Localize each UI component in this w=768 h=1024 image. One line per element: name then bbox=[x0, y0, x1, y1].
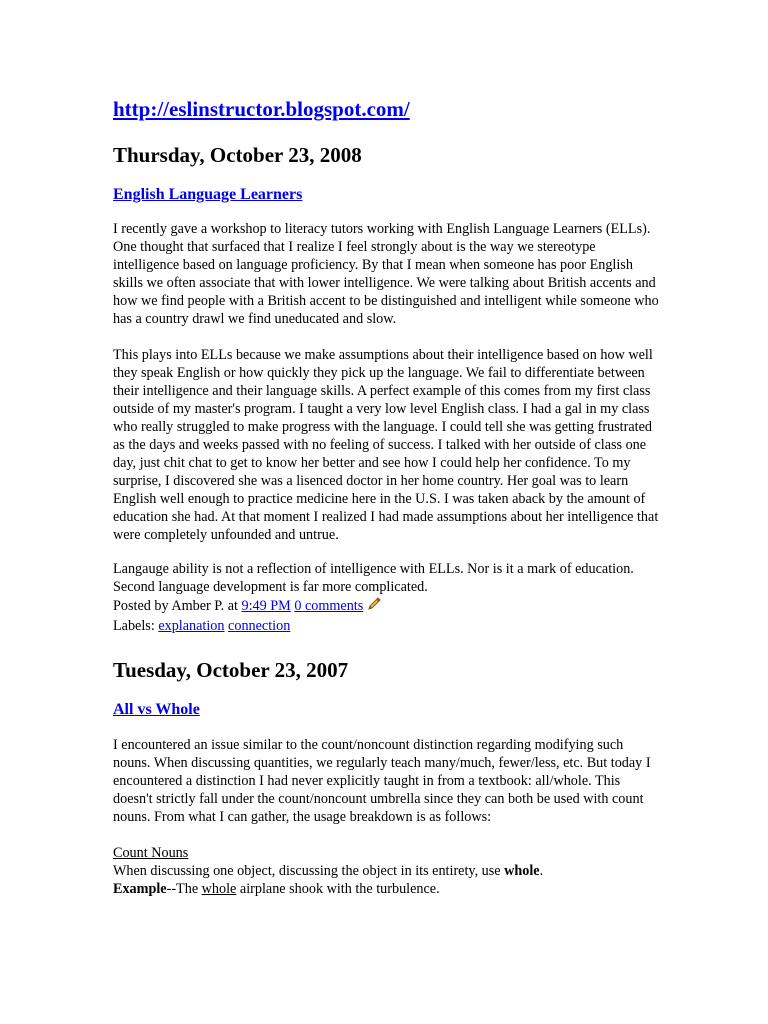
post-paragraph: Langauge ability is not a reflection of intelligence with ELLs. Nor is it a mark of education. Second language development is far more complicated. bbox=[113, 561, 634, 595]
post-footer-byline bbox=[113, 596, 661, 617]
section-heading-count-nouns: Count Nouns bbox=[113, 845, 189, 861]
blog-content bbox=[113, 96, 661, 898]
post-paragraph: I encountered an issue similar to the count/noncount distinction regarding modifying such nouns. When discussing quantities, we regularly teach many/much, fewer/less, etc. But today I encountered a distinction I had never explicitly taught in from a textbook: all/whole. This doesn't strictly fall under the count/noncount umbrella since they can both be used with count nouns. From what I can gather, the usage breakdown is as follows: bbox=[113, 737, 651, 825]
post-paragraph: I recently gave a workshop to literacy tutors working with English Language Learners (ELLs). One thought that surfaced that I realize I feel strongly about is the way we stereotype intelligence based on language proficiency. By that I mean when someone has poor English skills we often associate that with lower intelligence. We were talking about British accents and how we find people with a British accent to be distinguished and intelligent while someone who has a country drawl we find uneducated and slow. bbox=[113, 221, 659, 327]
example-line bbox=[113, 880, 661, 898]
edit-pencil-icon[interactable] bbox=[366, 596, 382, 617]
post-date-header: Tuesday, October 23, 2007 bbox=[113, 658, 349, 682]
example-label: Example bbox=[113, 881, 167, 897]
example-dash: --The bbox=[166, 881, 202, 897]
example-rest: airplane shook with the turbulence. bbox=[236, 881, 440, 897]
rule-word: whole bbox=[504, 863, 540, 879]
rule-end: . bbox=[539, 863, 544, 879]
example-word: whole bbox=[201, 881, 237, 897]
post-title-link[interactable]: English Language Learners bbox=[113, 186, 303, 203]
rule-text: When discussing one object, discussing the object in its entirety, use bbox=[113, 863, 501, 879]
labels-prefix: Labels: bbox=[113, 618, 155, 634]
post-footer-labels bbox=[113, 617, 661, 635]
label-link-connection[interactable]: connection bbox=[228, 618, 291, 634]
label-link-explanation[interactable]: explanation bbox=[158, 618, 225, 634]
rule-line bbox=[113, 862, 661, 880]
posted-by-text: Posted by Amber P. at bbox=[113, 598, 238, 614]
blog-url-link[interactable]: http://eslinstructor.blogspot.com/ bbox=[113, 97, 410, 121]
post-title-link[interactable]: All vs Whole bbox=[113, 701, 200, 718]
post-date-header: Thursday, October 23, 2008 bbox=[113, 143, 362, 167]
post-time-link[interactable]: 9:49 PM bbox=[241, 598, 291, 614]
comments-link[interactable]: 0 comments bbox=[294, 598, 364, 614]
post-paragraph: This plays into ELLs because we make assumptions about their intelligence based on how well they speak English or how quickly they pick up the language. We fail to differentiate between their intelligence and their language skills. A perfect example of this comes from my first class outside of my master's program. I taught a very low level English class. I had a gal in my class who really struggled to make progress with the language. I could tell she was getting frustrated as the days and weeks passed with no feeling of success. I talked with her outside of class one day, just chit chat to get to know her better and see how I could help her confidence. To my surprise, I discovered she was a lisenced doctor in her home country. Her goal was to learn English well enough to practice medicine here in the U.S. I was taken aback by the amount of education she had. At that moment I realized I had made assumptions about her intelligence that were completely unfounded and untrue. bbox=[113, 347, 659, 543]
